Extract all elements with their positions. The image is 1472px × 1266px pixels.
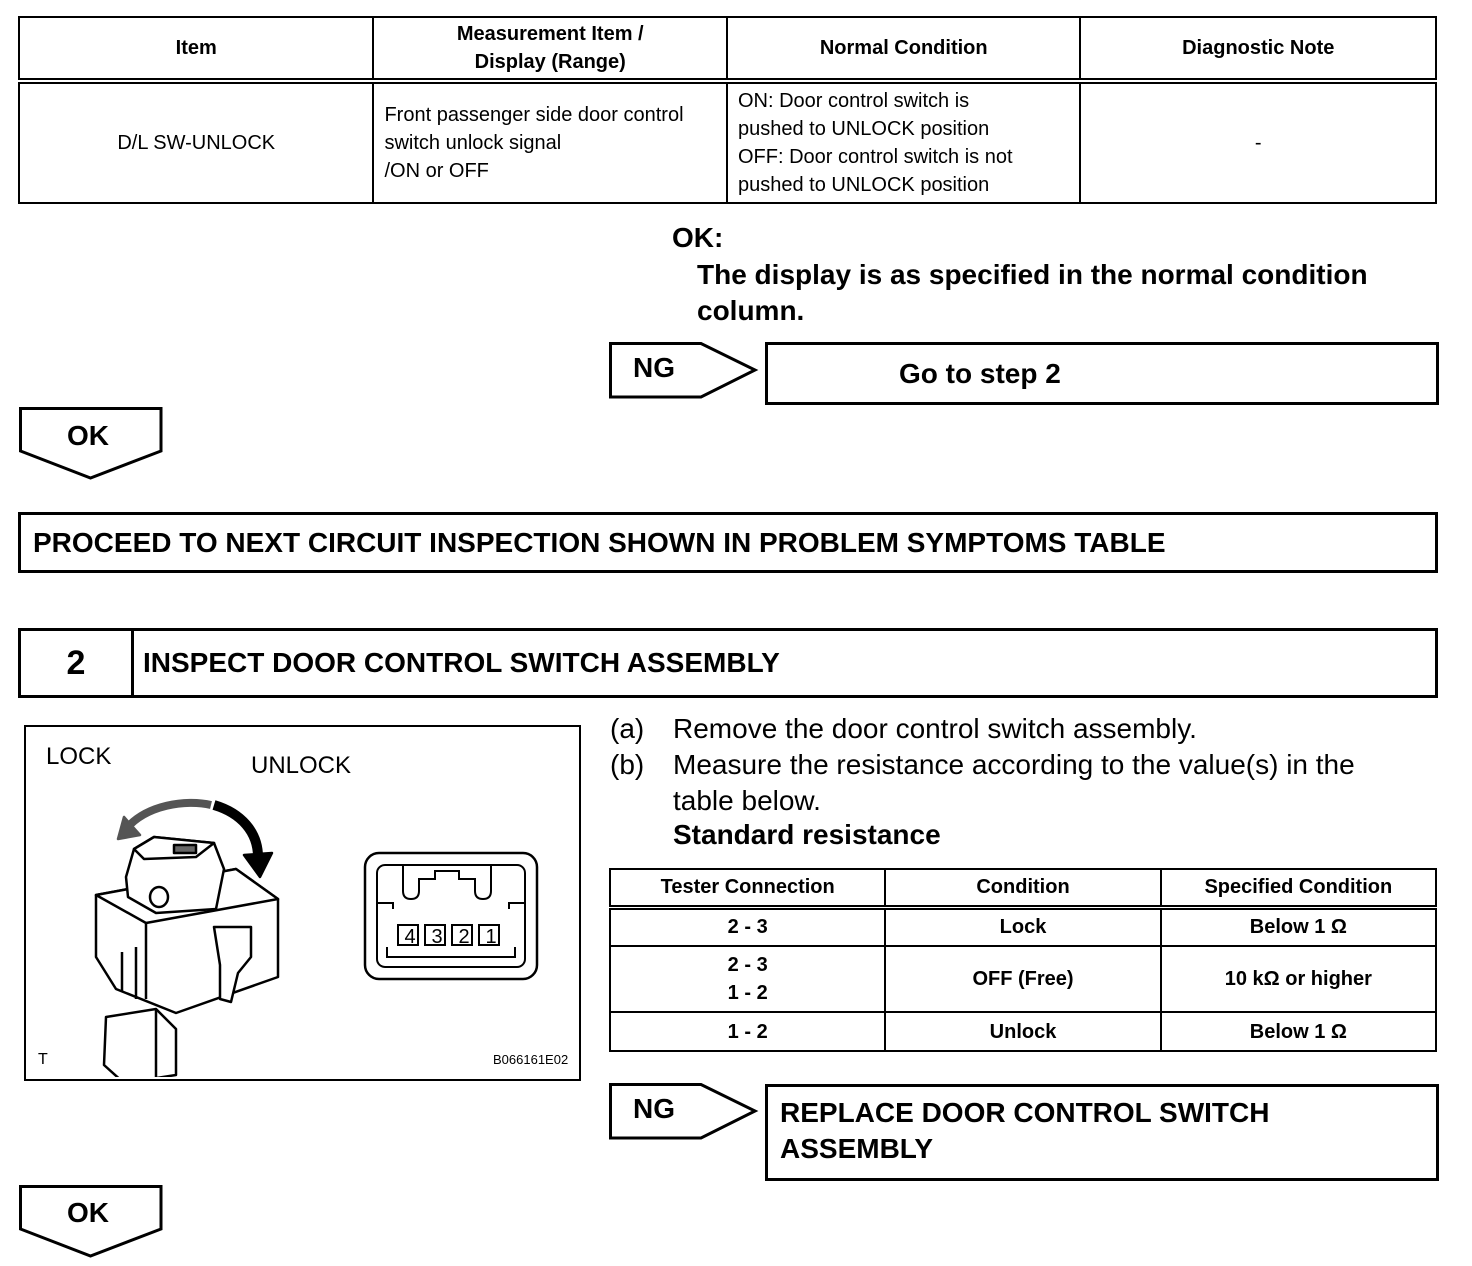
pin-label: 1 [485,926,497,948]
figure-code: B066161E02 [493,1052,569,1067]
table-row [19,81,1436,203]
table-row [610,1012,1436,1051]
header-normal-condition: Normal Condition [727,17,1080,81]
replace-instruction-box: REPLACE DOOR CONTROL SWITCH ASSEMBLY [765,1084,1439,1181]
cell-normal-condition: ON: Door control switch is pushed to UNLOCK position OFF: Door control switch is not pushed to UNLOCK position [727,81,1080,203]
right-arrow-icon [609,342,759,400]
header-specified-condition: Specified Condition [1161,869,1436,907]
header-condition: Condition [885,869,1160,907]
step-title: INSPECT DOOR CONTROL SWITCH ASSEMBLY [143,647,780,678]
ng-label: NG [633,1093,675,1124]
cell-specified: Below 1 Ω [1161,907,1436,946]
step-header [18,628,1438,698]
connector-face-icon [363,851,543,983]
cell-measurement: Front passenger side door control switch unlock signal /ON or OFF [373,81,727,203]
step-number: 2 [21,631,134,695]
ng-arrow [609,342,759,400]
cell-specified: Below 1 Ω [1161,1012,1436,1051]
cell-specified: 10 kΩ or higher [1161,946,1436,1012]
cell-diagnostic-note: - [1080,81,1436,203]
table-header-row [610,869,1436,907]
cell-item: D/L SW-UNLOCK [19,81,373,203]
instruction-marker: (a) [610,713,645,744]
table-header-row [19,17,1436,81]
cell-condition: OFF (Free) [885,946,1160,1012]
ok-arrow [19,1185,164,1259]
header-tester-connection: Tester Connection [610,869,885,907]
right-arrow-icon [609,1083,759,1141]
table-row [610,946,1436,1012]
lock-label: LOCK [46,743,112,770]
cell-connection: 2 - 3 1 - 2 [610,946,885,1012]
ok-label: OK [67,420,109,451]
data-list-table [18,16,1437,204]
resistance-table [609,868,1437,1052]
pin-label: 3 [431,926,443,948]
door-switch-icon [26,777,356,1077]
standard-resistance-label: Standard resistance [673,819,941,850]
proceed-instruction-box: PROCEED TO NEXT CIRCUIT INSPECTION SHOWN IN PROBLEM SYMPTOMS TABLE [18,512,1438,573]
cell-connection: 2 - 3 [610,907,885,946]
pin-label: 2 [458,926,470,948]
instruction-text: Remove the door control switch assembly. [673,713,1197,744]
pin-label: 4 [404,926,416,948]
instruction-marker: (b) [610,749,645,780]
cell-connection: 1 - 2 [610,1012,885,1051]
header-item: Item [19,17,373,81]
ng-arrow [609,1083,759,1141]
table-row [610,907,1436,946]
cell-condition: Unlock [885,1012,1160,1051]
cell-condition: Lock [885,907,1160,946]
header-diagnostic-note: Diagnostic Note [1080,17,1436,81]
header-measurement: Measurement Item / Display (Range) [373,17,727,81]
go-to-step-box [765,342,1439,405]
ng-label: NG [633,352,675,383]
unlock-label: UNLOCK [251,752,352,779]
corner-mark: T [38,1051,48,1068]
switch-illustration [24,725,581,1081]
ok-label: OK [67,1197,109,1228]
ok-spec-text: The display is as specified in the normal condition column. [697,259,1368,326]
instruction-text: Measure the resistance according to the value(s) in the table below. [673,749,1355,816]
go-to-step-text: Go to step 2 [899,358,1061,389]
ok-arrow [19,407,164,481]
ok-spec-label: OK: [672,222,724,253]
